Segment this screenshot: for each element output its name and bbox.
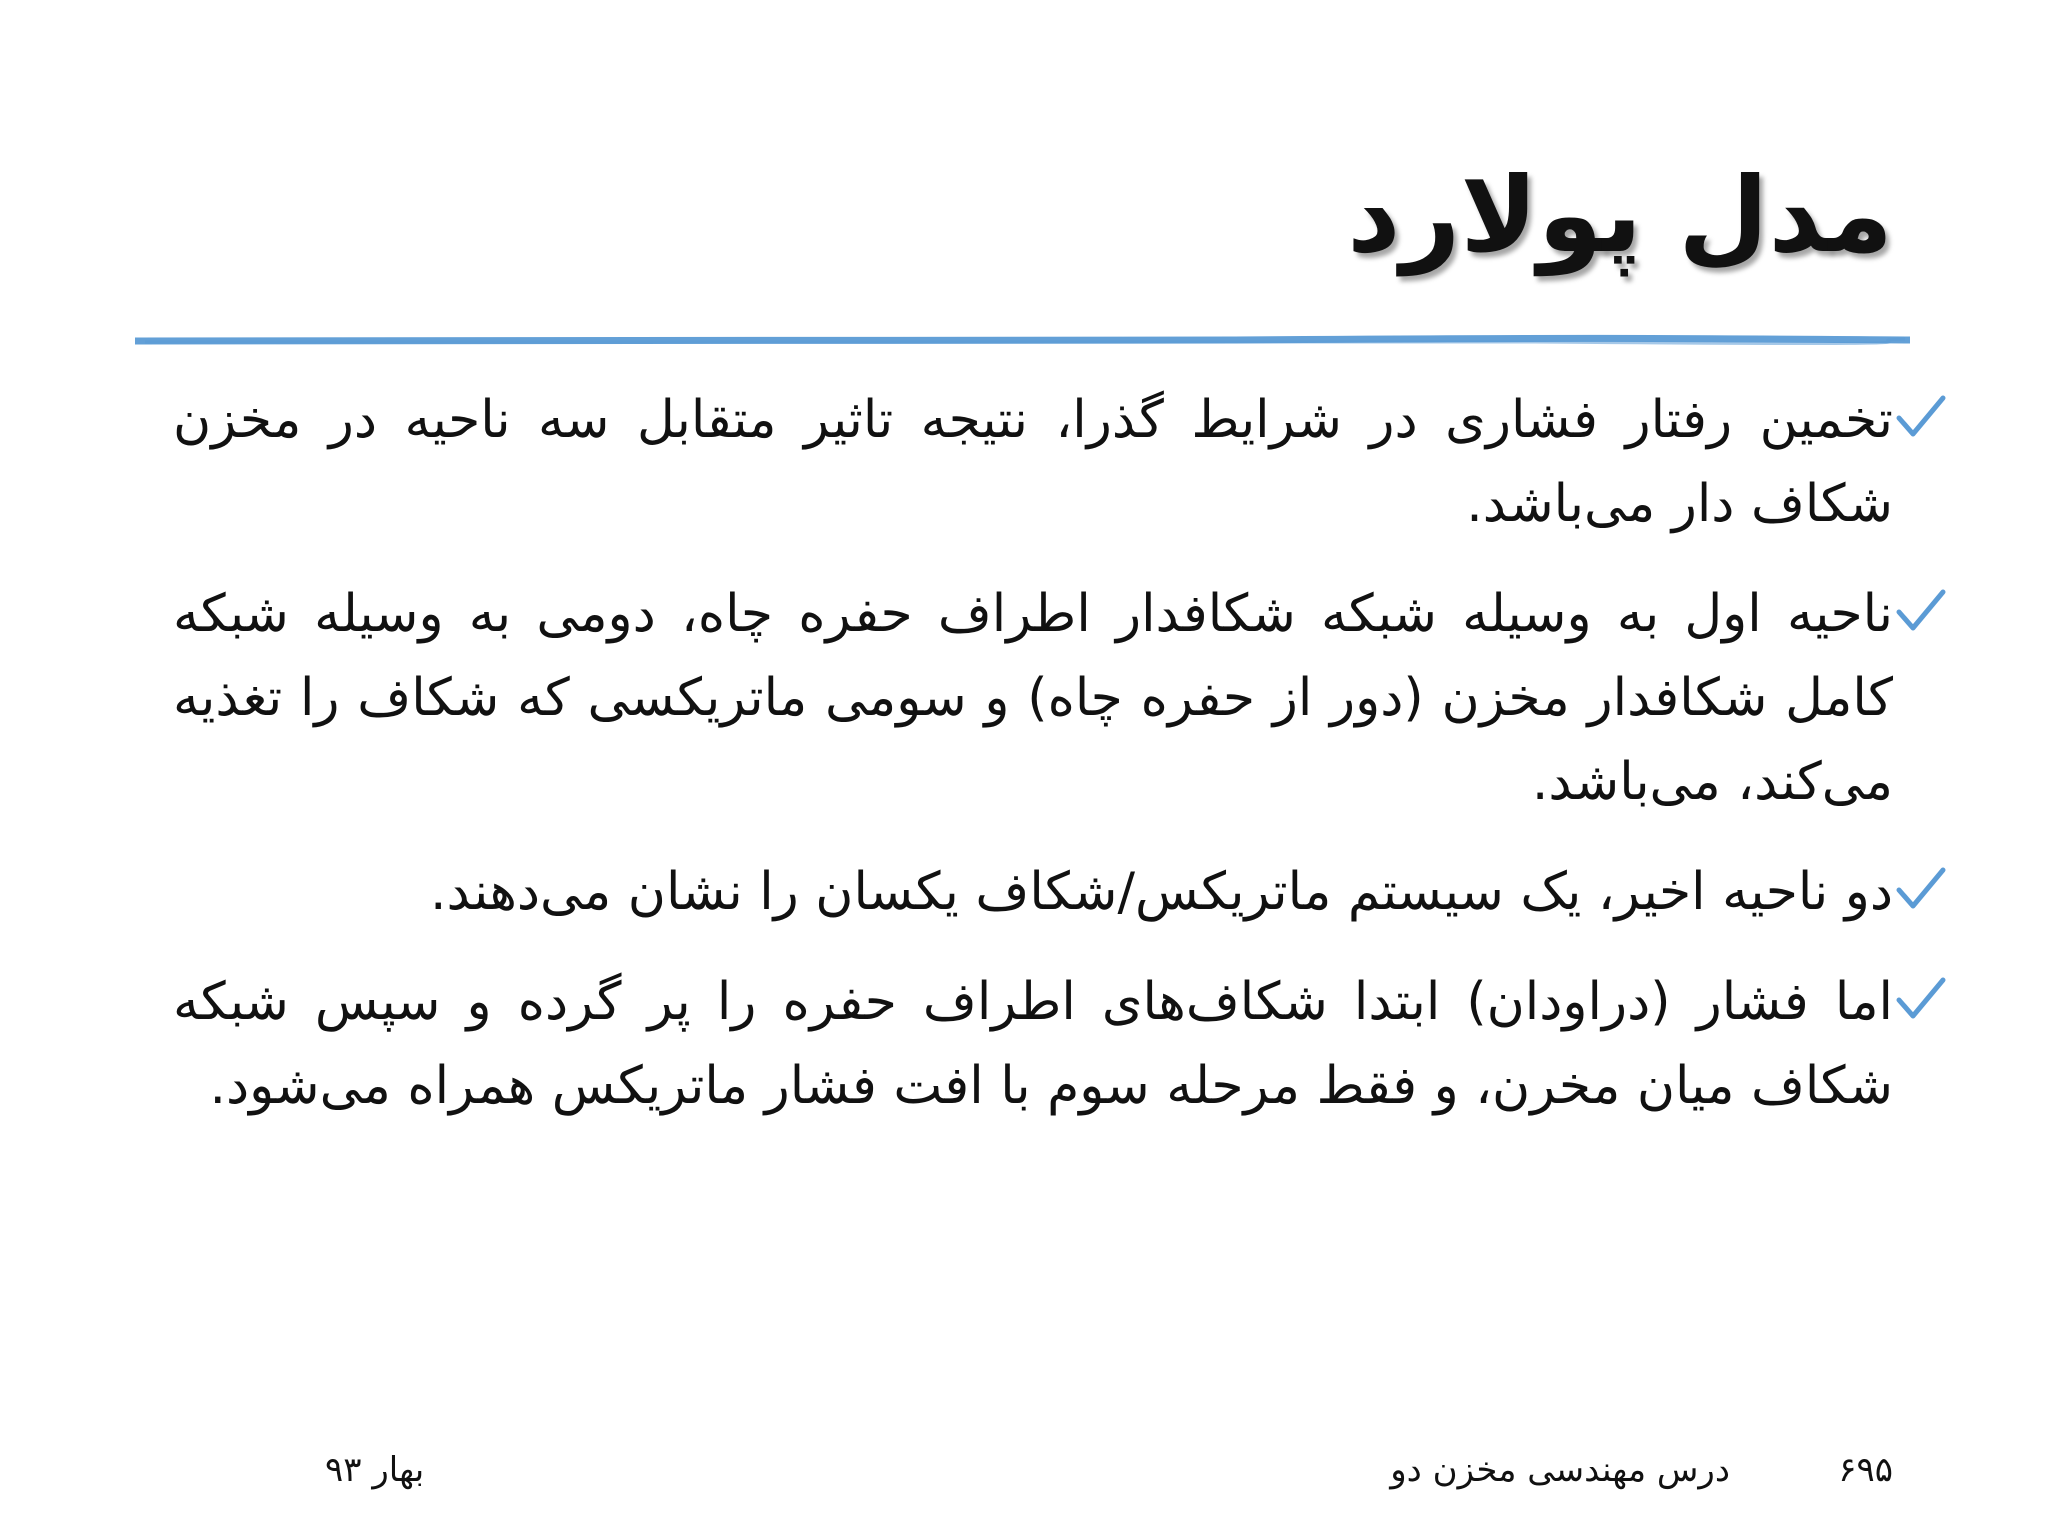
- bullet-text: دو ناحیه اخیر، یک سیستم ماتریکس/شکاف یکسان را نشان می‌دهند.: [429, 862, 1893, 922]
- footer-course-name: درس مهندسی مخزن دو: [1390, 1450, 1730, 1490]
- checkmark-icon: [1895, 864, 1947, 916]
- footer-term: بهار ۹۳: [325, 1450, 425, 1490]
- bullet-text: اما فشار (دراودان) ابتدا شکاف‌های اطراف حفره را پر گرده و سپس شبکه شکاف میان مخرن، و فقط مرحله سوم با افت فشار ماتریکس همراه می‌شود.: [173, 972, 1893, 1116]
- bullet-item: [173, 378, 1893, 546]
- bullet-text: ناحیه اول به وسیله شبکه شکافدار اطراف حفره چاه، دومی به وسیله شبکه کامل شکافدار مخزن (دور از حفره چاه) و سومی ماتریکسی که شکاف را تغذیه می‌کند، می‌باشد.: [173, 584, 1893, 812]
- bullet-item: [173, 960, 1893, 1128]
- bullet-list: [173, 378, 1893, 1154]
- bullet-item: [173, 572, 1893, 824]
- checkmark-icon: [1895, 586, 1947, 638]
- bullet-item: [173, 850, 1893, 934]
- checkmark-icon: [1895, 974, 1947, 1026]
- title-divider: [135, 334, 1910, 348]
- slide-title: مدل پولارد: [1347, 154, 1893, 276]
- bullet-text: تخمین رفتار فشاری در شرایط گذرا، نتیجه تاثیر متقابل سه ناحیه در مخزن شکاف دار می‌باشد.: [173, 390, 1893, 534]
- footer-page-number: ۶۹۵: [1838, 1450, 1893, 1490]
- checkmark-icon: [1895, 392, 1947, 444]
